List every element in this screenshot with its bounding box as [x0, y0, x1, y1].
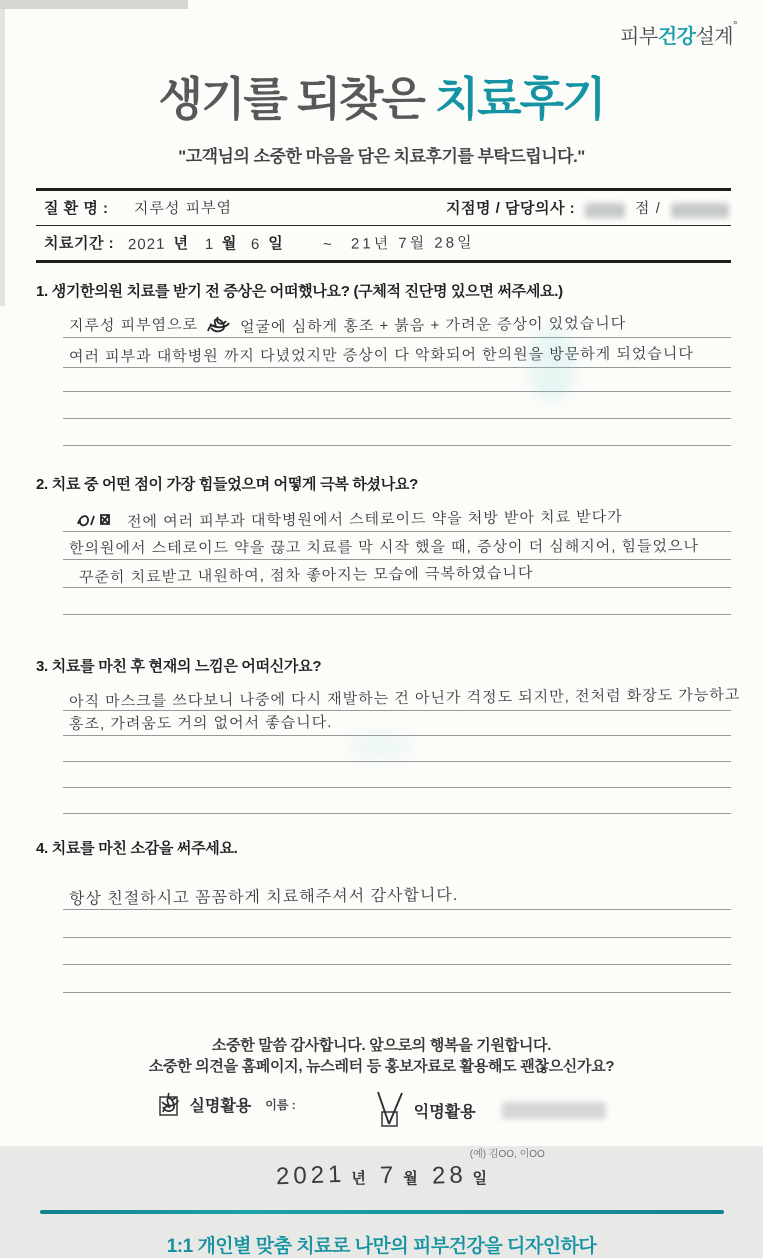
disease-cell [44, 197, 446, 218]
answer-line [63, 711, 731, 736]
anonymous-label: 익명활용 [413, 1103, 476, 1121]
answer-line [63, 532, 731, 560]
period-start-day: 6 [250, 235, 261, 254]
answer-line [63, 311, 731, 338]
name-example-note: (예) 김OO, 이OO [469, 1149, 545, 1160]
real-name-option [157, 1091, 295, 1117]
unit-year: 년 [173, 235, 189, 252]
period-end-handwritten: 21년 7월 28일 [350, 234, 475, 253]
date-day-handwritten: 28 [431, 1161, 467, 1190]
answer-line-empty [63, 910, 731, 938]
doctor-name-redacted [671, 203, 729, 218]
date-unit-day: 일 [472, 1170, 487, 1187]
date-unit-month: 월 [403, 1170, 418, 1187]
branch-name-redacted [585, 203, 625, 218]
branch-doctor-cell [446, 197, 729, 218]
question-2-answer-area [63, 506, 731, 615]
scan-edge-artifact-top [0, 0, 188, 9]
question-4-heading: 4. 치료를 마친 소감을 써주세요. [36, 840, 238, 857]
consent-options [0, 1091, 763, 1160]
page-subtitle: "고객님의 소중한 마음을 담은 치료후기를 부탁드립니다." [178, 147, 585, 166]
anonymous-option [374, 1091, 606, 1129]
disease-handwritten-value: 지루성 피부염 [134, 199, 233, 218]
unit-day: 일 [268, 235, 284, 252]
period-tilde: ~ [323, 235, 334, 254]
answer-line [63, 338, 731, 368]
q2-answer-line2: 한의원에서 스테로이드 약을 끊고 치료를 막 시작 했을 때, 증상이 더 심해지어, 힘들었으나 [68, 537, 700, 558]
question-section-4 [36, 837, 733, 993]
answer-line-empty [63, 419, 731, 446]
logo-prefix: 피부 [620, 26, 658, 48]
answer-line-empty [63, 762, 731, 788]
answer-line-empty [63, 368, 731, 392]
disease-label: 질 환 명 : [44, 200, 109, 217]
patient-info-table [36, 188, 731, 263]
trademark-circle-icon: ° [733, 20, 737, 32]
answer-line-empty [63, 588, 731, 615]
period-start-year: 2021 [128, 235, 166, 254]
anonymous-option-column [374, 1091, 606, 1160]
date-month-handwritten: 7 [379, 1161, 398, 1190]
real-name-label: 실명활용 [189, 1097, 252, 1115]
answer-line-empty [63, 938, 731, 965]
question-4-answer-area [63, 880, 731, 993]
q2-answer-line3: 꾸준히 치료받고 내원하여, 점차 좋아지는 모습에 극복하였습니다 [78, 564, 534, 587]
footer-divider-line [40, 1210, 724, 1214]
logo-accent: 건강 [657, 26, 696, 48]
q1-answer-line2: 여러 피부과 대학병원 까지 다녔었지만 증상이 다 악화되어 한의원을 방문하게 되었습니다 [68, 345, 694, 366]
answer-line-empty [63, 965, 731, 993]
closing-message [0, 1035, 763, 1077]
question-3-answer-area [63, 685, 741, 814]
customer-name-redacted [502, 1102, 606, 1119]
answer-line [63, 560, 731, 588]
logo-suffix: 설계 [695, 26, 734, 48]
question-1-answer-area [63, 311, 731, 446]
question-2-heading: 2. 치료 중 어떤 점이 가장 힘들었으며 어떻게 극복 하셨나요? [36, 476, 418, 493]
date-unit-year: 년 [351, 1170, 366, 1187]
q2-answer-line1: 전에 여러 피부과 대학병원에서 스테로이드 약을 처방 받아 치료 받다가 [126, 508, 623, 531]
table-row-period [36, 225, 731, 260]
period-start-month: 1 [204, 235, 214, 254]
answer-line [63, 880, 731, 910]
table-row-disease-branch [36, 191, 731, 225]
question-section-1 [36, 280, 733, 446]
answer-line [63, 506, 731, 532]
name-field-label: 이름 : [265, 1097, 296, 1112]
anonymous-checkbox-checked[interactable] [374, 1091, 406, 1129]
q3-answer-line2: 홍조, 가려움도 거의 없어서 좋습니다. [68, 714, 333, 733]
real-name-checkbox-scribbled[interactable] [157, 1091, 181, 1117]
thanks-line-1: 소중한 말씀 감사합니다. 앞으로의 행복을 기원합니다. [211, 1037, 552, 1054]
thanks-line-2: 소중한 의견을 홈페이지, 뉴스레터 등 홍보자료로 활용해도 괜찮으신가요? [148, 1058, 615, 1075]
question-section-2 [36, 473, 733, 615]
answer-line-empty [63, 392, 731, 419]
period-label: 치료기간 : [44, 235, 115, 252]
ink-scribble [75, 511, 121, 529]
q4-answer-line1: 항상 친절하시고 꼼꼼하게 치료해주셔서 감사합니다. [68, 886, 459, 909]
page-title-accent: 치료후기 [434, 73, 605, 125]
branch-doctor-label: 지점명 / 담당의사 : [446, 200, 576, 217]
answer-line [63, 685, 741, 711]
question-section-3 [36, 655, 741, 814]
answer-line-empty [63, 736, 731, 762]
footer-slogan: 1:1 개인별 맞춤 치료로 나만의 피부건강을 디자인하다 [166, 1235, 597, 1257]
date-year-handwritten: 2021 [275, 1160, 346, 1191]
question-3-heading: 3. 치료를 마친 후 현재의 느낌은 어떠신가요? [36, 658, 322, 675]
signature-date [0, 1162, 763, 1190]
q1-answer-line1-post: 얼굴에 심하게 홍조 + 붉음 + 가려운 증상이 있었습니다 [240, 314, 627, 337]
branch-doctor-handwritten: 점 / [635, 199, 662, 218]
ink-scribble [204, 315, 234, 335]
q1-answer-line1-pre: 지루성 피부염으로 [68, 316, 199, 335]
q3-answer-line1: 아직 마스크를 쓰다보니 나중에 다시 재발하는 건 아닌가 걱정도 되지만, 전처럼 화장도 가능하고 [68, 686, 741, 711]
unit-month: 월 [221, 235, 237, 252]
scan-edge-artifact-left [0, 6, 5, 306]
page-title-prefix: 생기를 되찾은 [158, 73, 435, 125]
answer-line-empty [63, 788, 731, 814]
question-1-heading: 1. 생기한의원 치료를 받기 전 증상은 어떠했나요? (구체적 진단명 있으면 써주세요.) [36, 283, 563, 300]
page-title [0, 63, 763, 129]
